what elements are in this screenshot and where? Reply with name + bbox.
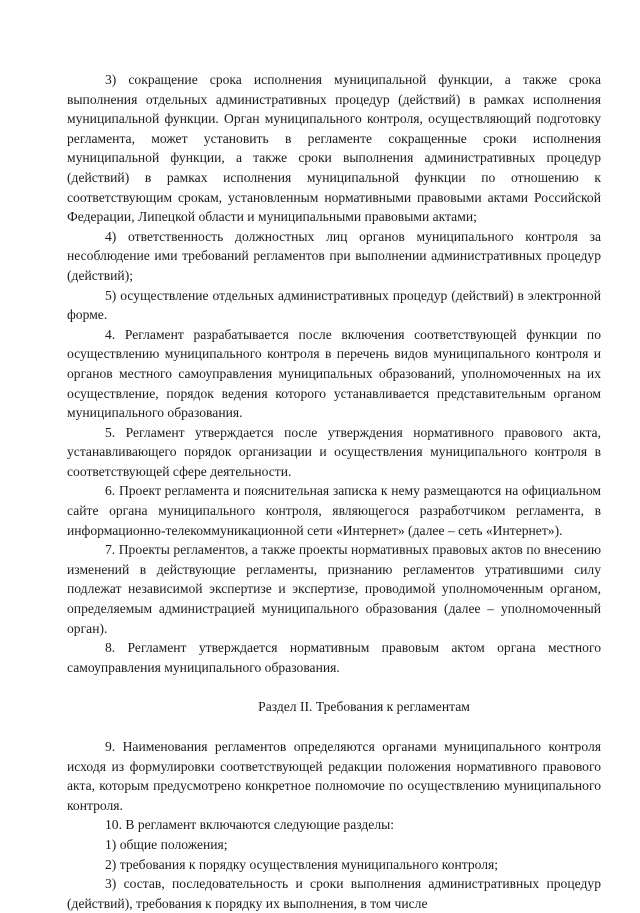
paragraph-item-3: 3) сокращение срока исполнения муниципальной функции, а также срока выполнения отдельных административных процедур (действий) в рамках исполнения муниципальной функции. Орган муниципального контроля, осуществляющий подготовку регламента, может установить в регламенте сокращенные сроки исполнения муниципальной функции, а также сроки выполнения административных процедур (действий) в рамках исполнения муниципальной функции по отношению к соответствующим срокам, установленным нормативными правовыми актами Российской Федерации, Липецкой области и муниципальными правовыми актами; (67, 72, 601, 225)
spacer (67, 717, 601, 737)
paragraph-4: 4. Регламент разрабатывается после включения соответствующей функции по осуществлению муниципального контроля в перечень видов муниципального контроля и органов местного самоуправления муниципальных образований, уполномоченных на их осуществление, порядок ведения которого устанавливается представительным органом муниципального образования. (67, 326, 601, 421)
paragraph-item-4: 4) ответственность должностных лиц органов муниципального контроля за несоблюдение ими требований регламентов при выполнении административных процедур (действий); (67, 228, 601, 283)
list-item-3: 3) состав, последовательность и сроки выполнения административных процедур (действий), требования к порядку их выполнения, в том числе (67, 876, 601, 911)
section-heading: Раздел II. Требования к регламентам (258, 699, 470, 715)
list-item-1: 1) общие положения; (105, 836, 228, 852)
paragraph-9: 9. Наименования регламентов определяются органами муниципального контроля исходя из формулировки соответствующей редакции положения нормативного правового акта, которым предусмотрено конкретное полномочие по осуществлению муниципального контроля. (67, 739, 601, 813)
list-item-2: 2) требования к порядку осуществления муниципального контроля; (105, 856, 499, 872)
paragraph-5: 5. Регламент утверждается после утверждения нормативного правового акта, устанавливающего порядок организации и осуществления муниципального контроля в соответствующей сфере деятельности. (67, 424, 601, 479)
spacer (67, 677, 601, 697)
paragraph-8: 8. Регламент утверждается нормативным правовым актом органа местного самоуправления муниципального образования. (67, 640, 601, 675)
paragraph-7: 7. Проекты регламентов, а также проекты нормативных правовых актов по внесению изменений в действующие регламенты, признанию регламентов утратившими силу подлежат независимой экспертизе и экспертизе, проводимой уполномоченным органом, определяемым администрацией муниципального образования (далее – уполномоченный орган). (67, 542, 601, 636)
paragraph-6: 6. Проект регламента и пояснительная записка к нему размещаются на официальном сайте органа муниципального контроля, являющегося разработчиком регламента, в информационно-телекоммуникационной сети «Интернет» (далее – сеть «Интернет»). (67, 483, 601, 538)
paragraph-item-5: 5) осуществление отдельных административных процедур (действий) в электронной форме. (67, 287, 601, 323)
document-page (67, 70, 601, 913)
paragraph-10: 10. В регламент включаются следующие разделы: (105, 817, 395, 833)
